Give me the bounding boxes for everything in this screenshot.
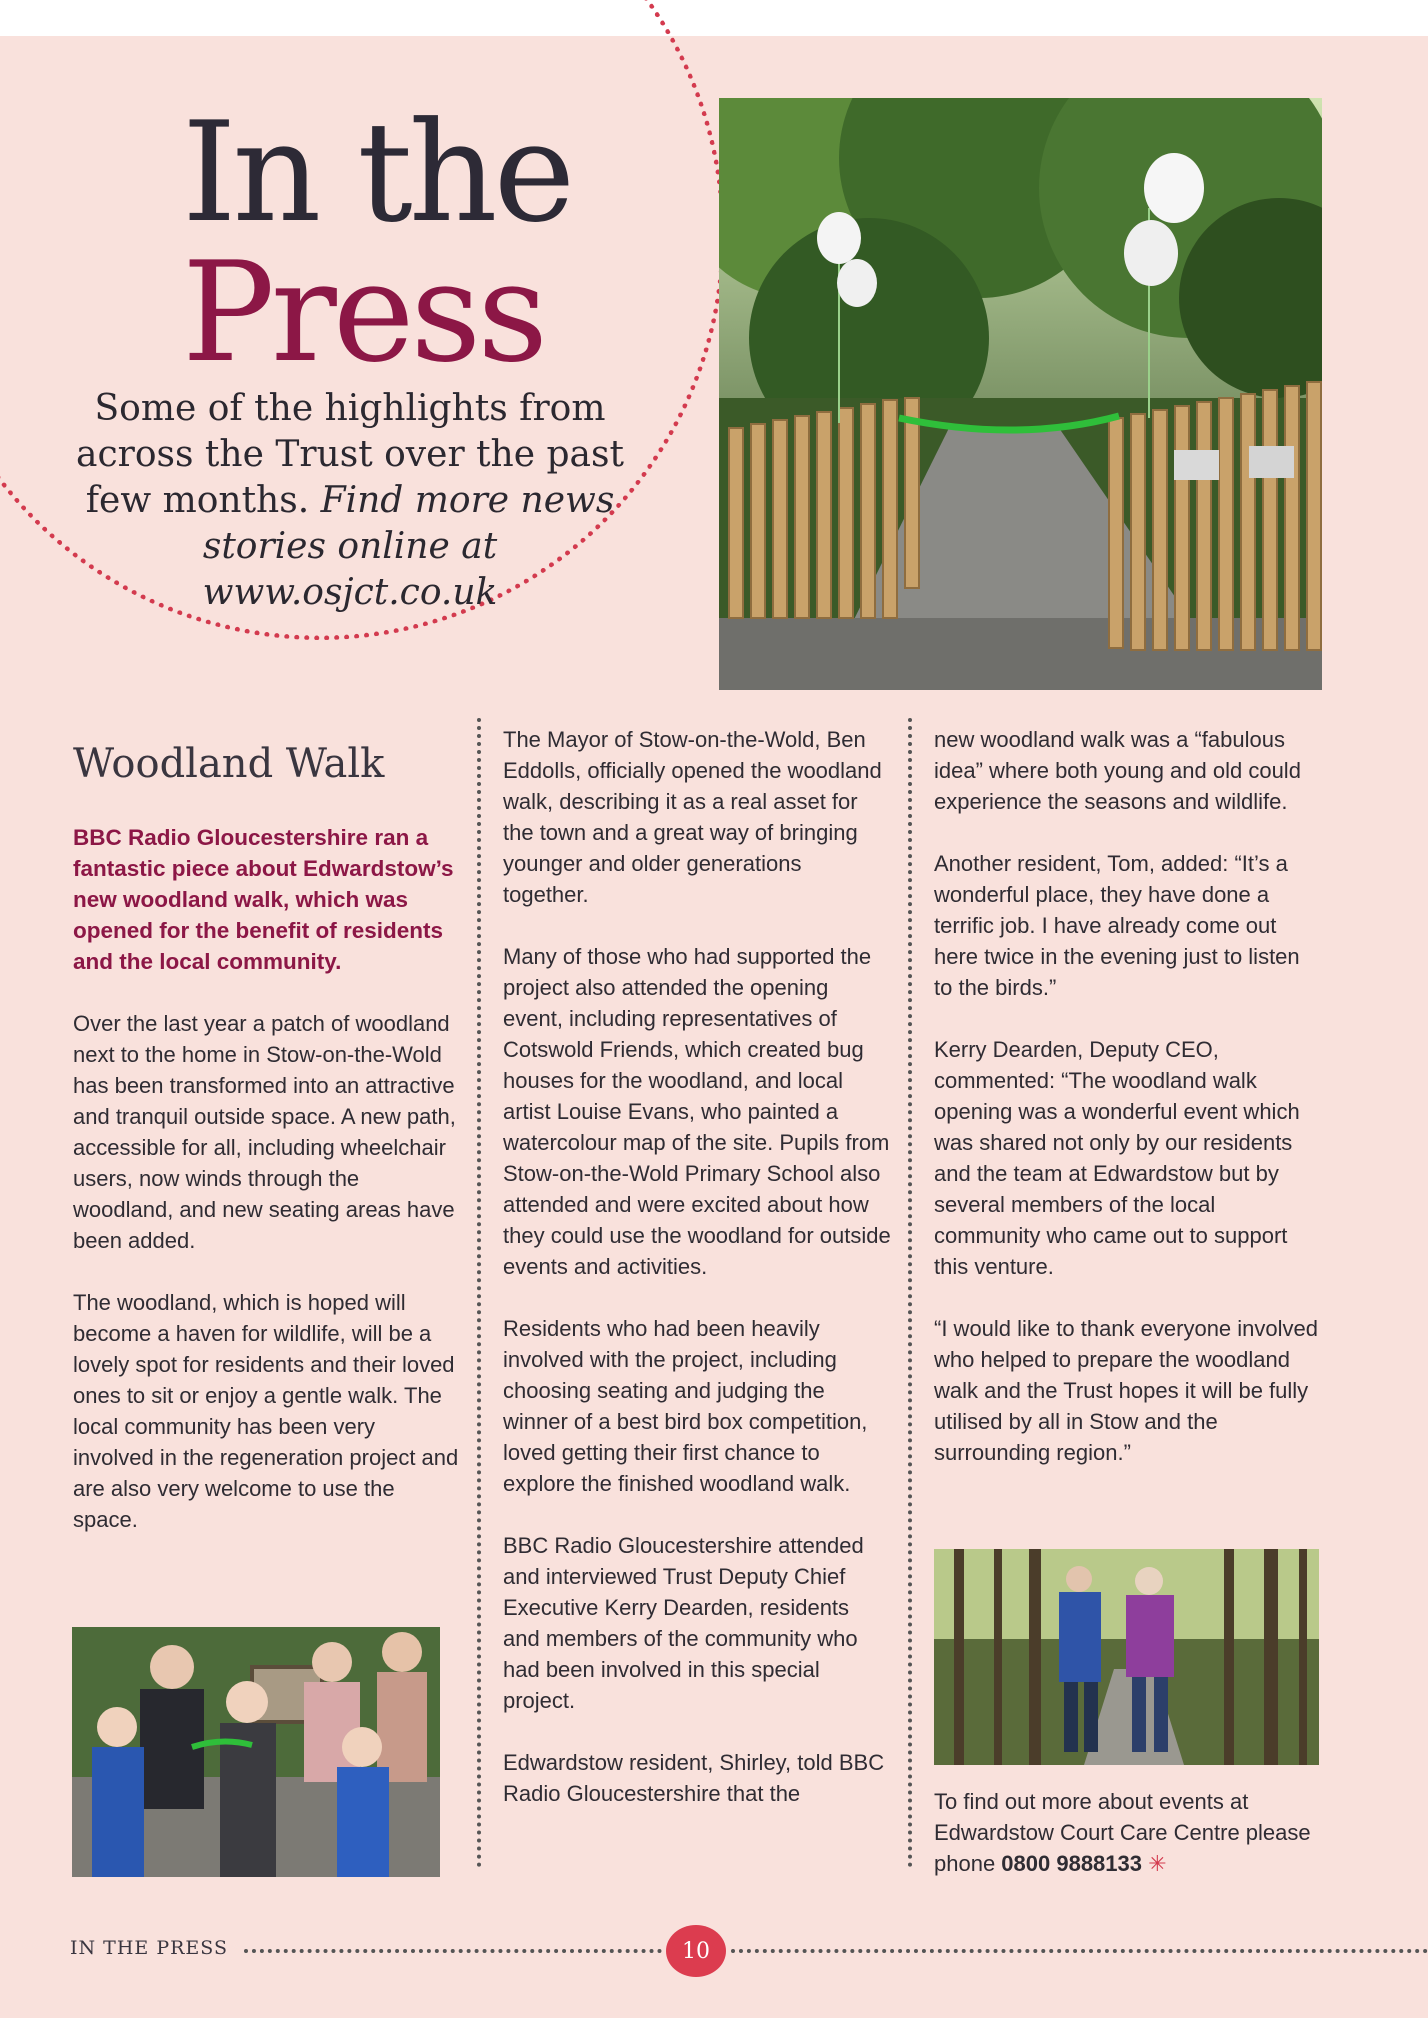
paragraph: Another resident, Tom, added: “It’s a wonderful place, they have done a terrific job. I have already come out here twice in the evening just to listen to the birds.”	[934, 851, 1300, 1000]
footer-dotted-rule-left	[244, 1949, 662, 1953]
paragraph: Kerry Dearden, Deputy CEO, commented: “The woodland walk opening was a wonderful event which was shared not only by our residents and the team at Edwardstow but by several members of the local community who came out to support this venture.	[934, 1037, 1300, 1279]
intro-text	[70, 386, 630, 616]
paragraph: The Mayor of Stow-on-the-Wold, Ben Eddolls, officially opened the woodland walk, describing it as a real asset for the town and a great way of bringing younger and older generations together.	[503, 727, 882, 907]
photo-opening-illustration	[72, 1627, 440, 1877]
paragraph: Over the last year a patch of woodland next to the home in Stow-on-the-Wold has been transformed into an attractive and tranquil outside space. A new path, accessible for all, including wheelchair users, now winds through the woodland, and new seating areas have been added.	[73, 1011, 456, 1253]
photo-opening-ceremony	[72, 1627, 440, 1877]
contact-paragraph	[934, 1786, 1322, 1879]
title-line-1: In the	[182, 92, 572, 253]
paragraph: Residents who had been heavily involved with the project, including choosing seating and judging the winner of a best bird box competition, loved getting their first chance to explore the finished woodland walk.	[503, 1316, 868, 1496]
contact-text: To find out more about events at Edwardstow Court Care Centre please phone	[934, 1789, 1311, 1876]
paragraph: “I would like to thank everyone involved who helped to prepare the woodland walk and the Trust hopes it will be fully utilised by all in Stow and the surrounding region.”	[934, 1316, 1318, 1465]
article-column-2	[503, 724, 891, 1809]
paragraph: The woodland, which is hoped will become a haven for wildlife, will be a lovely spot for residents and their loved ones to sit or enjoy a gentle walk. The local community has been very involved in the regeneration project and are also very welcome to use the space.	[73, 1290, 459, 1532]
column-separator-2	[908, 718, 912, 1868]
footer-dotted-rule-right	[731, 1949, 1428, 1953]
photo-woodland-path	[934, 1549, 1319, 1765]
paragraph: Edwardstow resident, Shirley, told BBC Radio Gloucestershire that the	[503, 1750, 885, 1806]
article-lead: BBC Radio Gloucestershire ran a fantastic piece about Edwardstow’s new woodland walk, which was opened for the benefit of residents and the local community.	[73, 825, 454, 974]
article-heading: Woodland Walk	[73, 741, 385, 787]
paragraph: Many of those who had supported the project also attended the opening event, including representatives of Cotswold Friends, which created bug houses for the woodland, and local artist Louise Evans, who painted a watercolour map of the site. Pupils from Stow-on-the-Wold Primary School also attended and were excited about how they could use the woodland for outside events and activities.	[503, 944, 891, 1279]
intro-plain: Some of the highlights from across the Trust over the past few months.	[76, 388, 624, 521]
end-mark-icon: ✳	[1148, 1851, 1167, 1876]
article-column-3	[934, 724, 1322, 1468]
closing-note	[934, 1786, 1322, 1879]
article-column-1	[73, 724, 461, 1535]
paragraph: BBC Radio Gloucestershire attended and interviewed Trust Deputy Chief Executive Kerry Dearden, residents and members of the community who had been involved in this special project.	[503, 1533, 864, 1713]
hero-photo-illustration	[719, 98, 1322, 690]
column-separator-1	[477, 718, 481, 1868]
photo-walk-illustration	[934, 1549, 1319, 1765]
footer-section-label: IN THE PRESS	[70, 1937, 228, 1959]
paragraph: new woodland walk was a “fabulous idea” where both young and old could experience the seasons and wildlife.	[934, 727, 1301, 814]
contact-phone[interactable]: 0800 9888133	[1001, 1851, 1142, 1876]
page-number: 10	[666, 1925, 726, 1977]
intro-italic-link[interactable]: Find more news stories online at www.osjct.co.uk	[202, 480, 615, 613]
title-line-2: Press	[182, 232, 545, 393]
hero-photo-woodland-gate	[719, 98, 1322, 690]
